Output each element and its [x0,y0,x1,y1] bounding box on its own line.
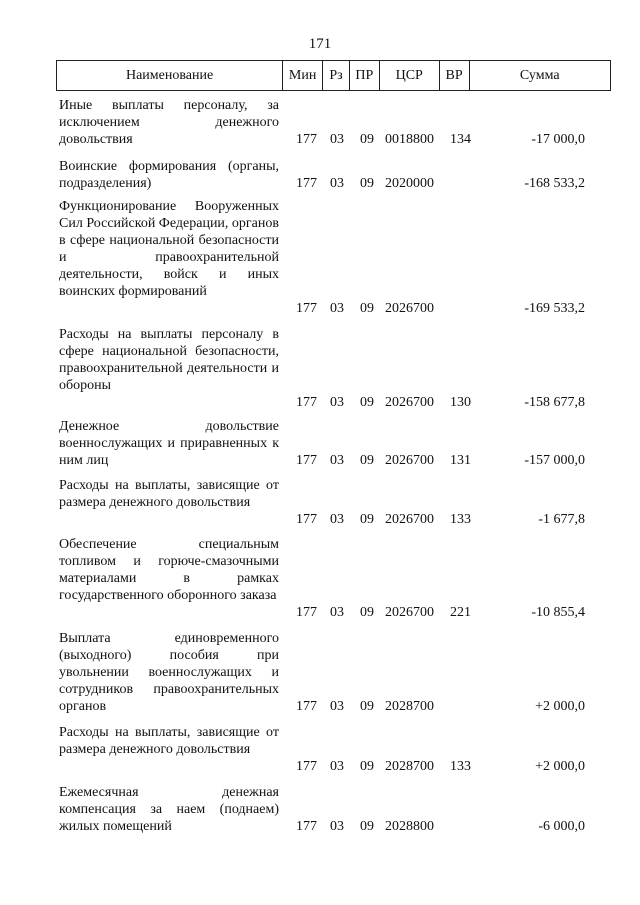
row-name: Денежное довольствие военнослужащих и приравненных к ним лиц [59,419,279,468]
table-row [56,97,611,148]
row-sum: +2 000,0 [535,699,585,714]
row-vr: 221 [450,605,471,620]
table-row [56,630,611,715]
page-number: 171 [308,36,332,52]
row-pr: 09 [360,759,374,774]
row-sum: +2 000,0 [535,759,585,774]
row-min: 177 [296,395,317,410]
row-csr: 2028800 [385,819,434,834]
row-rz: 03 [330,512,344,527]
row-name: Ежемесячная денежная компенсация за наем (поднаем) жилых помещений [59,785,279,834]
row-pr: 09 [360,453,374,468]
row-name: Иные выплаты персоналу, за исключением денежного довольствия [59,98,279,147]
row-pr: 09 [360,301,374,316]
table-row [56,724,611,775]
table-row [56,536,611,621]
table-row [56,418,611,469]
row-name: Расходы на выплаты персоналу в сфере национальной безопасности, правоохранительной деятельности и обороны [59,327,279,393]
table-row [56,326,611,411]
row-pr: 09 [360,132,374,147]
row-name: Воинские формирования (органы, подразделения) [59,159,279,191]
row-rz: 03 [330,176,344,191]
row-pr: 09 [360,176,374,191]
row-pr: 09 [360,395,374,410]
row-vr: 133 [450,512,471,527]
row-vr: 133 [450,759,471,774]
row-csr: 2020000 [385,176,434,191]
row-csr: 2026700 [385,395,434,410]
row-sum: -158 677,8 [524,395,585,410]
row-rz: 03 [330,301,344,316]
row-sum: -157 000,0 [524,453,585,468]
row-min: 177 [296,699,317,714]
row-csr: 2026700 [385,453,434,468]
table-row [56,158,611,192]
row-sum: -169 533,2 [524,301,585,316]
row-min: 177 [296,301,317,316]
row-vr: 134 [450,132,471,147]
row-name: Обеспечение специальным топливом и горюче-смазочными материалами в рамках государственного оборонного заказа [59,537,279,603]
table-row [56,784,611,835]
row-csr: 2028700 [385,699,434,714]
row-csr: 2026700 [385,605,434,620]
row-sum: -6 000,0 [538,819,585,834]
header-csr: ЦСР [380,61,440,90]
row-min: 177 [296,819,317,834]
row-pr: 09 [360,605,374,620]
header-pr: ПР [350,61,380,90]
row-pr: 09 [360,819,374,834]
table-header [56,60,611,91]
table-row [56,477,611,528]
header-sum: Сумма [519,67,560,83]
row-rz: 03 [330,819,344,834]
row-rz: 03 [330,453,344,468]
table-row [56,198,611,317]
row-csr: 2026700 [385,512,434,527]
row-min: 177 [296,132,317,147]
row-csr: 0018800 [385,132,434,147]
row-name: Выплата единовременного (выходного) пособия при увольнении военнослужащих и сотрудников правоохранительных органов [59,631,279,714]
row-sum: -17 000,0 [531,132,585,147]
row-vr: 131 [450,453,471,468]
header-name: Наименование [57,61,283,90]
row-sum: -168 533,2 [524,176,585,191]
row-rz: 03 [330,759,344,774]
row-pr: 09 [360,699,374,714]
row-min: 177 [296,605,317,620]
row-sum: -1 677,8 [538,512,585,527]
row-rz: 03 [330,132,344,147]
header-min: Мин [283,61,323,90]
row-min: 177 [296,176,317,191]
header-rz: Рз [323,61,350,90]
row-csr: 2028700 [385,759,434,774]
header-vr: ВР [440,61,470,90]
row-rz: 03 [330,605,344,620]
row-name: Функционирование Вооруженных Сил Российской Федерации, органов в сфере национальной безопасности и правоохранительной деятельности, войск и иных воинских формирований [59,199,279,299]
row-pr: 09 [360,512,374,527]
row-min: 177 [296,759,317,774]
row-sum: -10 855,4 [531,605,585,620]
row-rz: 03 [330,699,344,714]
row-name: Расходы на выплаты, зависящие от размера денежного довольствия [59,725,279,757]
row-name: Расходы на выплаты, зависящие от размера денежного довольствия [59,478,279,510]
row-rz: 03 [330,395,344,410]
row-vr: 130 [450,395,471,410]
row-csr: 2026700 [385,301,434,316]
row-min: 177 [296,453,317,468]
row-min: 177 [296,512,317,527]
